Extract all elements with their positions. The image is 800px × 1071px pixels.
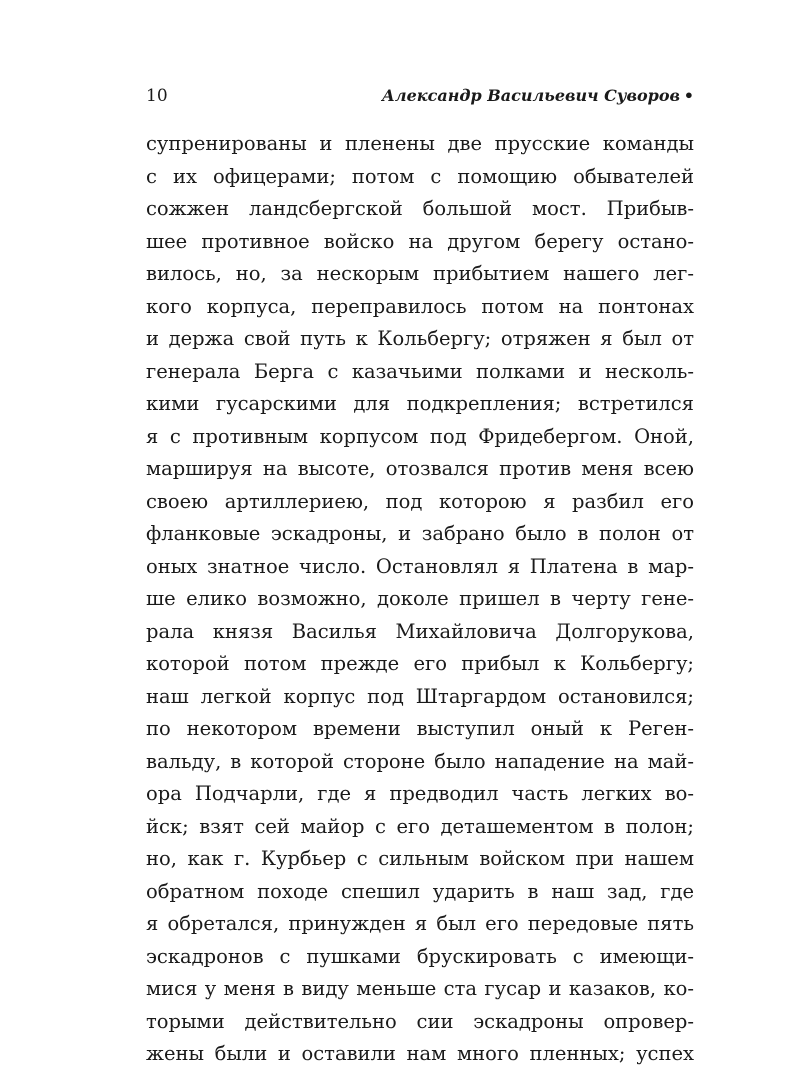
text-line: я обретался, принужден я был его передовые пять [146,912,694,935]
text-line: кого корпуса, переправилось потом на понтонах [146,294,694,318]
text-line: торыми действительно сии эскадроны опровер- [146,1009,694,1033]
text-line: йск; взят сей майор с его деташементом в полон; [146,814,694,838]
text-line: эскадронов с пушками брускировать с имеющи- [146,944,694,968]
text-line: и держа свой путь к Кольбергу; отряжен я был от [146,327,694,350]
text-line: вальду, в которой стороне было нападение на май- [146,749,694,773]
text-line: мися у меня в виду меньше ста гусар и казаков, ко- [146,977,694,1000]
page-number: 10 [146,86,168,106]
text-line: сожжен ландсбергской большой мост. Прибыв- [146,197,694,220]
text-line: ше елико возможно, доколе пришел в черту гене- [146,587,694,610]
bullet-icon: • [683,86,694,105]
text-line: наш легкой корпус под Штаргардом остановился; [146,684,694,708]
running-head-author: Александр Васильевич Суворов [381,86,680,105]
text-line: шее противное войско на другом берегу остано- [146,229,694,253]
body-text [146,128,694,1071]
text-line: но, как г. Курбьер с сильным войском при нашем [146,847,694,870]
text-line: я с противным корпусом под Фридебергом. Оной, [146,424,694,448]
text-line: которой потом прежде его прибыл к Кольбергу; [146,652,694,675]
text-line: рала князя Василья Михайловича Долгорукова, [146,619,694,643]
text-line: с их офицерами; потом с помощию обывателей [146,164,694,188]
text-line: ора Подчарли, где я предводил часть легких во- [146,782,694,805]
text-line: фланковые эскадроны, и забрано было в полон от [146,522,694,545]
text-line: кими гусарскими для подкрепления; встретился [146,392,694,415]
text-line: жены были и оставили нам много пленных; успех [146,1042,694,1065]
text-line: по некотором времени выступил оный к Реген- [146,717,694,740]
text-line: оных знатное число. Остановлял я Платена в мар- [146,554,694,578]
text-line: маршируя на высоте, отозвался против меня всею [146,457,694,480]
text-line: обратном походе спешил ударить в наш зад, где [146,879,694,903]
text-line: вилось, но, за нескорым прибытием нашего лег- [146,262,694,285]
text-line: генерала Берга с казачьими полками и несколь- [146,359,694,383]
page-header [146,86,694,110]
text-line: своею артиллериею, под которою я разбил его [146,489,694,513]
text-line: супренированы и пленены две прусские команды [146,132,694,155]
